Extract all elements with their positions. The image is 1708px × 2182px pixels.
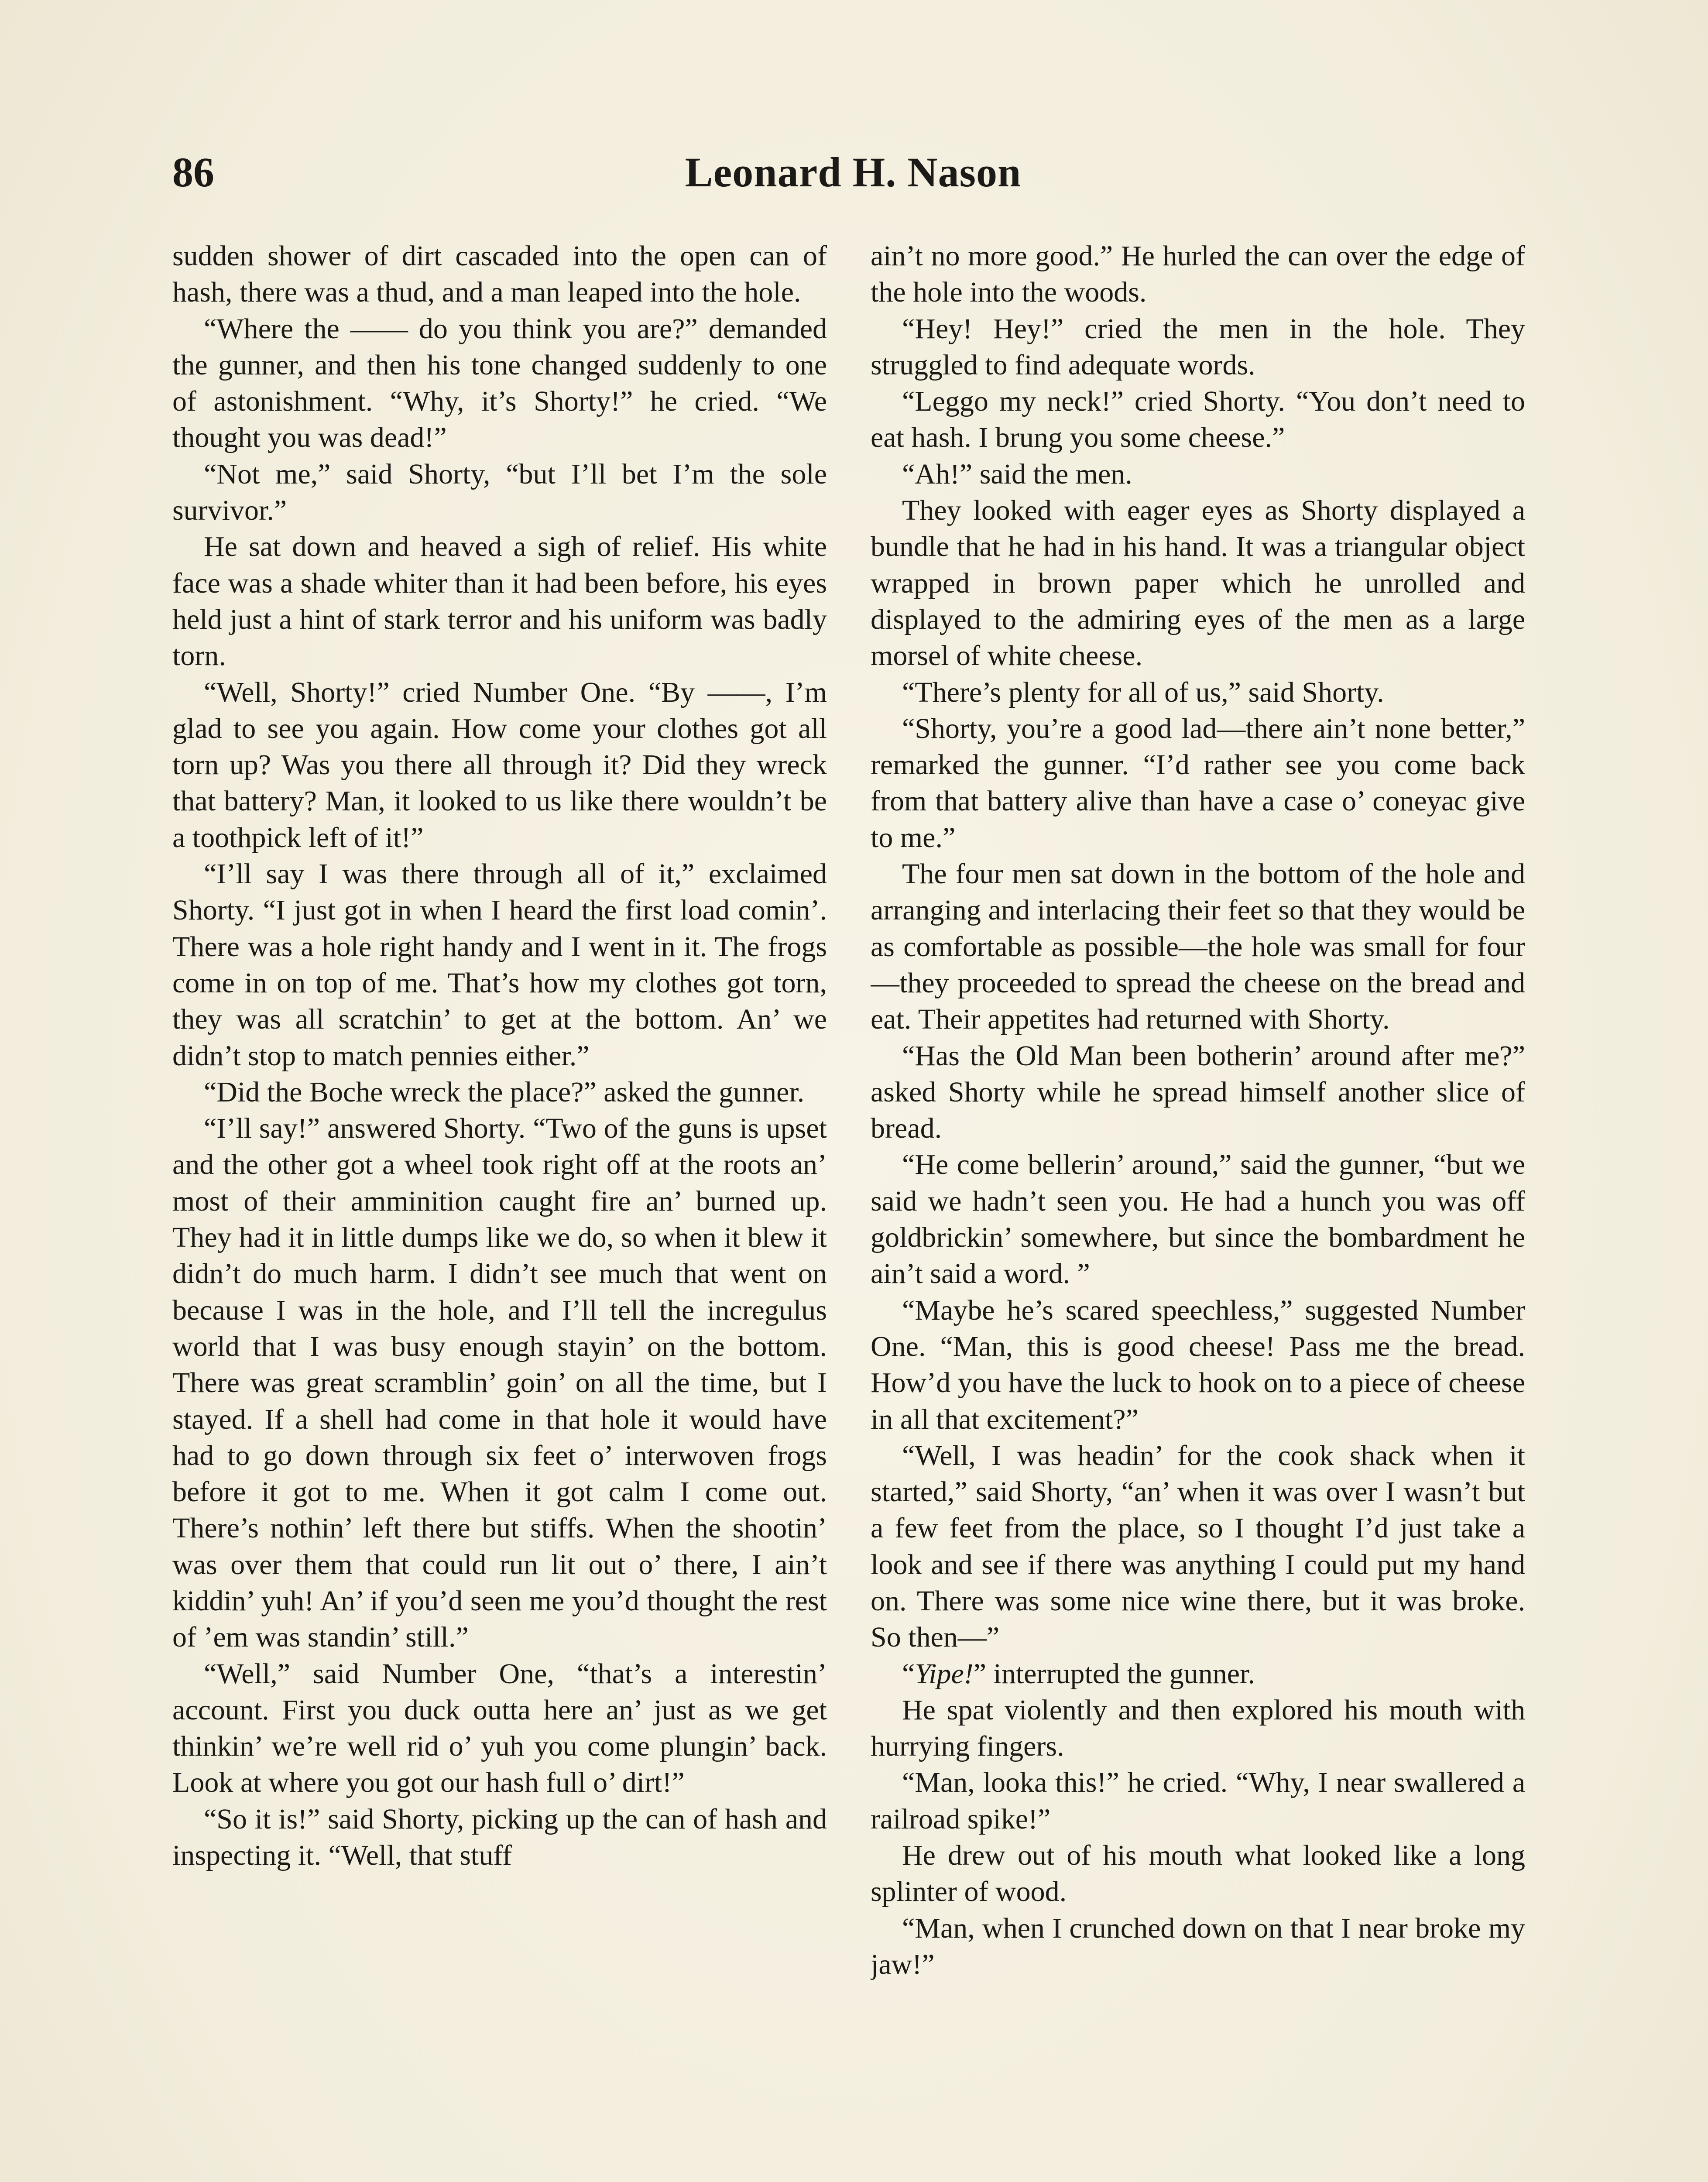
paragraph: The four men sat down in the bottom of the hole and arranging and interlacing their feet so that they would be as comfortable as possible—the hole was small for four—they proceeded to spread the cheese on the bread and eat. Their appetites had returned with Shorty. — [871, 858, 1525, 1036]
paragraph: ain’t no more good.” He hurled the can over the edge of the hole into the woods. — [871, 240, 1525, 309]
paragraph: “There’s plenty for all of us,” said Shorty. — [902, 676, 1384, 708]
paragraph: “Well,” said Number One, “that’s a interestin’ account. First you duck outta here an’ just as we get thinkin’ we’re well rid o’ yuh you come plungin’ back. Look at where you got our hash full o’ dirt!” — [172, 1657, 827, 1799]
paragraph: “Has the Old Man been botherin’ around after me?” asked Shorty while he spread himself another slice of bread. — [871, 1040, 1525, 1145]
paragraph: “Leggo my neck!” cried Shorty. “You don’t need to eat hash. I brung you some cheese.” — [871, 385, 1525, 454]
paragraph: “Well, I was headin’ for the cook shack when it started,” said Shorty, “an’ when it was over I wasn’t but a few feet from the place, so I thought I’d just take a look and see if there was anything I could put my hand on. There was some nice wine there, but it was broke. So then—” — [871, 1439, 1525, 1654]
paragraph-yipe: “Yipe!” interrupted the gunner. — [902, 1657, 1255, 1690]
paragraph: “He come bellerin’ around,” said the gunner, “but we said we hadn’t seen you. He had a hunch you was off goldbrickin’ somewhere, but since the bombardment he ain’t said a word. ” — [871, 1149, 1525, 1290]
paragraph: “Not me,” said Shorty, “but I’ll bet I’m the sole survivor.” — [172, 458, 827, 527]
paragraph: He sat down and heaved a sigh of relief. His white face was a shade whiter than it had been before, his eyes held just a hint of stark terror and his uniform was badly torn. — [172, 531, 827, 672]
paragraph: “Man, when I crunched down on that I near broke my jaw!” — [871, 1912, 1525, 1980]
paragraph: sudden shower of dirt cascaded into the open can of hash, there was a thud, and a man leaped into the hole. — [172, 240, 827, 309]
paragraph: “Where the —— do you think you are?” demanded the gunner, and then his tone changed suddenly to one of astonishment. “Why, it’s Shorty!” he cried. “We thought you was dead!” — [172, 312, 827, 454]
left-column — [172, 238, 827, 2182]
page-header — [172, 144, 1534, 201]
paragraph: They looked with eager eyes as Shorty displayed a bundle that he had in his hand. It was a triangular object wrapped in brown paper which he unrolled and displayed to the admiring eyes of the men as a large morsel of white cheese. — [871, 494, 1525, 672]
paragraph: “Hey! Hey!” cried the men in the hole. They struggled to find adequate words. — [871, 312, 1525, 381]
paragraph: “Maybe he’s scared speechless,” suggested Number One. “Man, this is good cheese! Pass me the bread. How’d you have the luck to hook on to a piece of cheese in all that excitement?” — [871, 1294, 1525, 1435]
paragraph: “I’ll say I was there through all of it,” exclaimed Shorty. “I just got in when I heard the first load comin’. There was a hole right handy and I went in it. The frogs come in on top of me. That’s how my clothes got torn, they was all scratchin’ to get at the bottom. An’ we didn’t stop to match pennies either.” — [172, 858, 827, 1072]
paragraph: “Well, Shorty!” cried Number One. “By ——, I’m glad to see you again. How come your clothes got all torn up? Was you there all through it? Did they wreck that battery? Man, it looked to us like there wouldn’t be a toothpick left of it!” — [172, 676, 827, 854]
right-column — [871, 238, 1525, 2182]
page-number: 86 — [172, 149, 214, 196]
paragraph: He spat violently and then explored his mouth with hurrying fingers. — [871, 1694, 1525, 1763]
paragraph: “I’ll say!” answered Shorty. “Two of the guns is upset and the other got a wheel took right off at the roots an’ most of their amminition caught fire an’ burned up. They had it in little dumps like we do, so when it blew it didn’t do much harm. I didn’t see much that went on because I was in the hole, and I’ll tell the incregulus world that I was busy enough stayin’ on the bottom. There was great scramblin’ goin’ on all the time, but I stayed. If a shell had come in that hole it would have had to go down through six feet o’ interwoven frogs before it got to me. When it got calm I come out. There’s nothin’ left there but stiffs. When the shootin’ was over them that could run lit out o’ there, I ain’t kiddin’ yuh! An’ if you’d seen me you’d thought the rest of ’em was standin’ still.” — [172, 1112, 827, 1654]
paragraph: “Man, looka this!” he cried. “Why, I near swallered a railroad spike!” — [871, 1767, 1525, 1835]
paragraph: “Ah!” said the men. — [902, 458, 1132, 490]
running-head-author: Leonard H. Nason — [685, 149, 1022, 196]
paragraph: “Shorty, you’re a good lad—there ain’t none better,” remarked the gunner. “I’d rather see you come back from that battery alive than have a case o’ coneyac give to me.” — [871, 712, 1525, 854]
paragraph: “Did the Boche wreck the place?” asked the gunner. — [204, 1076, 805, 1108]
paragraph: “So it is!” said Shorty, picking up the can of hash and inspecting it. “Well, that stuff — [172, 1803, 827, 1872]
text-body — [172, 238, 1534, 2182]
paragraph: He drew out of his mouth what looked like a long splinter of wood. — [871, 1839, 1525, 1908]
